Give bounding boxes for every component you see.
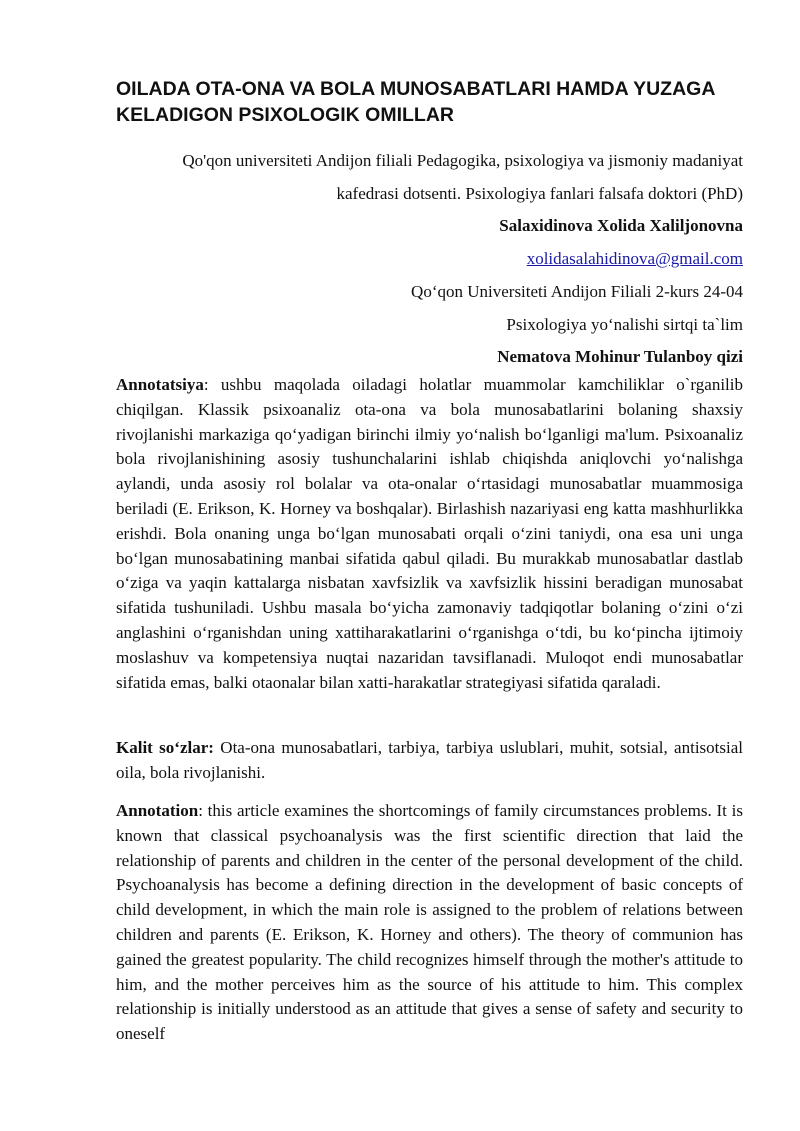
annotation-en-paragraph <box>116 799 743 1047</box>
keywords-label: Kalit so‘zlar: <box>116 738 214 757</box>
affiliation-line-1: Qo'qon universiteti Andijon filiali Pedagogika, psixologiya va jismoniy madaniyat <box>182 151 743 170</box>
annotatsiya-label: Annotatsiya <box>116 375 204 394</box>
annotatsiya-paragraph <box>116 373 743 695</box>
affiliation-line-2: kafedrasi dotsenti. Psixologiya fanlari falsafa doktori (PhD) <box>336 184 743 203</box>
author-2-affiliation: Qo‘qon Universiteti Andijon Filiali 2-kurs 24-04 <box>411 282 743 301</box>
keywords-text: Ota-ona munosabatlari, tarbiya, tarbiya uslublari, muhit, sotsial, antisotsial oila, bola rivojlanishi. <box>116 738 743 782</box>
author-2-name: Nematova Mohinur Tulanboy qizi <box>497 347 743 366</box>
author-1-name: Salaxidinova Xolida Xaliljonovna <box>499 216 743 235</box>
annotation-en-text: : this article examines the shortcomings of family circumstances problems. It is known that classical psychoanalysis was the first scientific direction that laid the relationship of parents and children in the center of the personal development of the child. Psychoanalysis has become a defining direction in the development of basic concepts of child development, in which the main role is assigned to the problem of relations between children and parents (E. Erikson, K. Horney and others). The theory of communion has gained the greatest popularity. The child recognizes himself through the mother's attitude to him, and the mother perceives him as the source of his attitude to him. This complex relationship is initially understood as an attitude that gives a sense of safety and security to oneself <box>116 801 743 1044</box>
annotatsiya-text: : ushbu maqolada oiladagi holatlar muammolar kamchiliklar o`rganilib chiqilgan. Klassik psixoanaliz ota-ona va bola munosabatlarini bolaning shaxsiy rivojlanishi markaziga qo‘yadigan birinchi ilmiy yo‘nalish bo‘lganligi ma'lum. Psixoanaliz bola rivojlanishining asosiy tushunchalarini ishlab chiqishda aniqlovchi yo‘nalishga aylandi, unda asosiy rol bolalar va ota-onalar o‘rtasidagi munosabatlar muammosiga beriladi (E. Erikson, K. Horney va boshqalar). Birlashish nazariyasi eng katta mashhurlikka erishdi. Bola onaning unga bo‘lgan munosabati orqali o‘zini taniydi, ona esa uni unga bo‘lgan munosabatining manbai sifatida qabul qiladi. Bu murakkab munosabatlar dastlab o‘ziga va yaqin kattalarga nisbatan xavfsizlik va xavfsizlik hissini beradigan munosabat sifatida tushuniladi. Ushbu masala bo‘yicha zamonaviy tadqiqotlar bolaning o‘zini o‘zi anglashini o‘rganishdan uning xattiharakatlarini o‘rganishga o‘tdi, bu ko‘pincha ijtimoiy moslashuv va kompetensiya nuqtai nazaridan tavsiflanadi. Muloqot endi munosabatlar sifatida emas, balki otaonalar bilan xatti-harakatlar strategiyasi sifatida qaraladi. <box>116 375 743 692</box>
author-1-email-link[interactable]: xolidasalahidinova@gmail.com <box>526 249 743 268</box>
annotation-en-label: Annotation <box>116 801 199 820</box>
author-2-program: Psixologiya yo‘nalishi sirtqi ta`lim <box>506 315 743 334</box>
paper-title: OILADA OTA-ONA VA BOLA MUNOSABATLARI HAMDA YUZAGA KELADIGON PSIXOLOGIK OMILLAR <box>116 78 715 126</box>
keywords-paragraph <box>116 736 743 786</box>
